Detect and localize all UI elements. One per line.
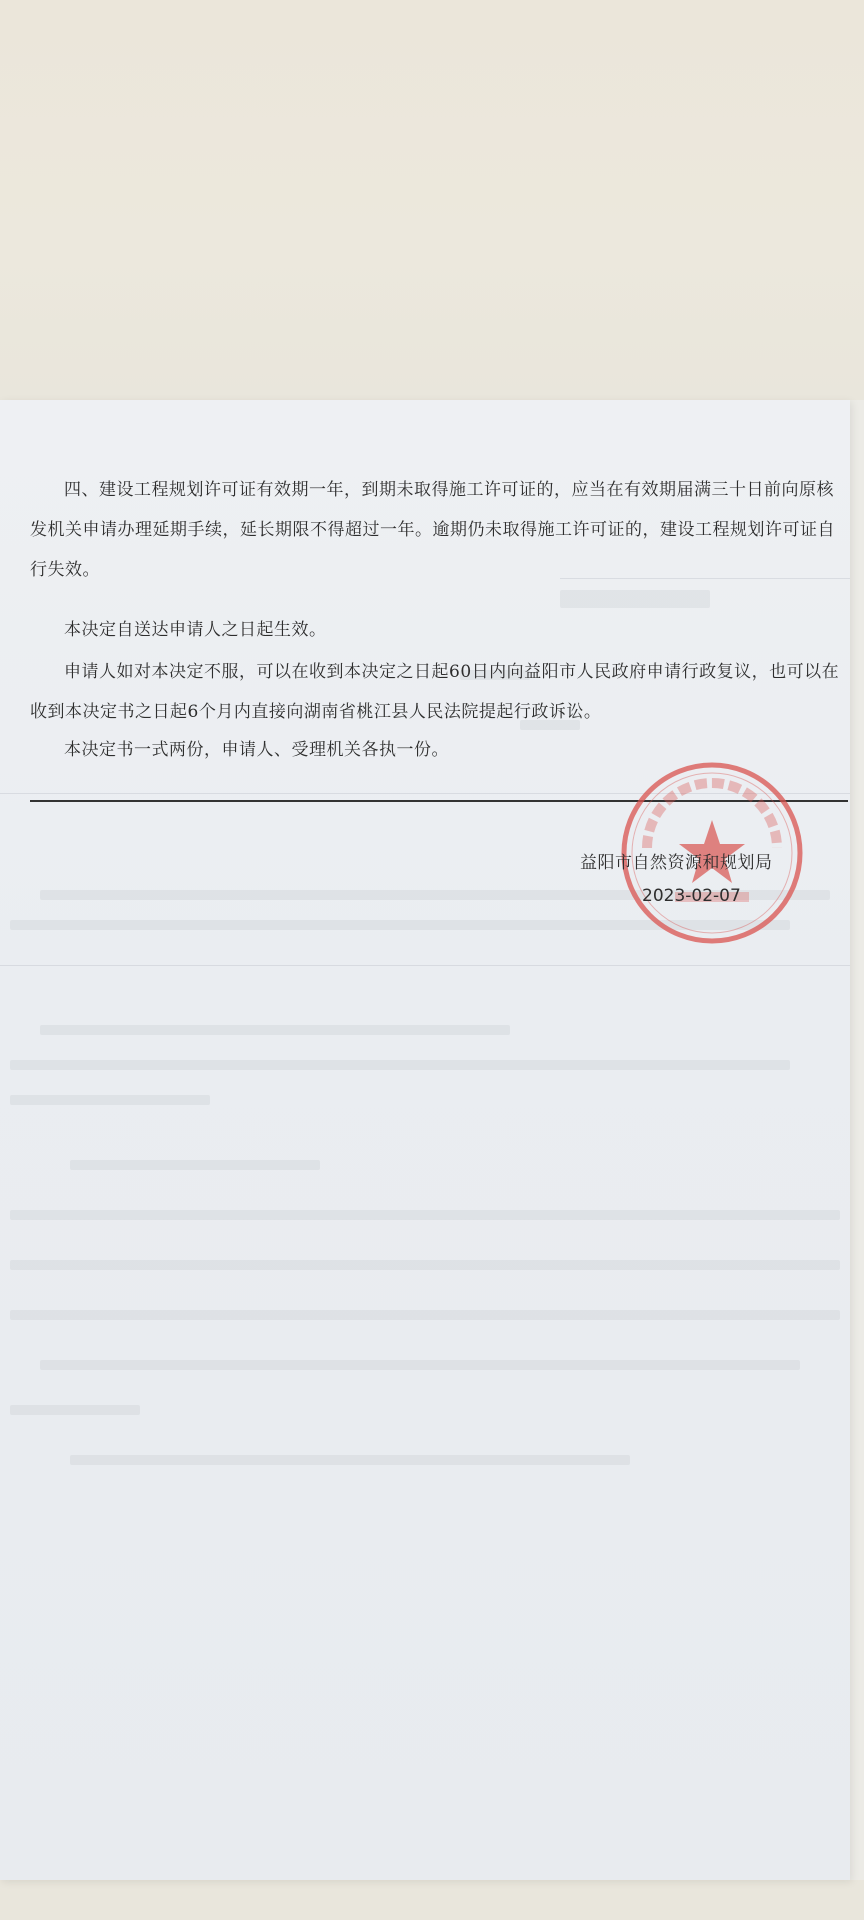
bleed-text xyxy=(10,1210,840,1220)
issue-date: 2023-02-07 xyxy=(642,886,741,906)
paragraph-validity: 四、建设工程规划许可证有效期一年，到期未取得施工许可证的，应当在有效期届满三十日前向原核发机关申请办理延期手续，延长期限不得超过一年。逾期仍未取得施工许可证的，建设工程规划许可证自行失效。 xyxy=(30,480,835,580)
bleed-text xyxy=(10,1060,790,1070)
paragraph-appeal: 申请人如对本决定不服，可以在收到本决定之日起60日内向益阳市人民政府申请行政复议，也可以在收到本决定书之日起6个月内直接向湖南省桃江县人民法院提起行政诉讼。 xyxy=(30,662,840,722)
bleed-text xyxy=(40,1025,510,1035)
paragraph-copies: 本决定书一式两份，申请人、受理机关各执一份。 xyxy=(64,740,449,760)
table-surface-top xyxy=(0,0,864,400)
bleed-text xyxy=(10,1095,210,1105)
bleed-line xyxy=(0,965,850,966)
bleed-text xyxy=(10,1405,140,1415)
bleed-text xyxy=(70,1160,320,1170)
table-surface-bottom xyxy=(0,1880,864,1920)
bleed-text xyxy=(560,590,710,608)
paragraph-effective: 本决定自送达申请人之日起生效。 xyxy=(64,620,327,640)
bleed-text xyxy=(10,1310,840,1320)
bleed-text xyxy=(10,1260,840,1270)
bleed-text xyxy=(70,1455,630,1465)
bleed-text xyxy=(40,1360,800,1370)
issuer-name: 益阳市自然资源和规划局 xyxy=(580,853,773,873)
